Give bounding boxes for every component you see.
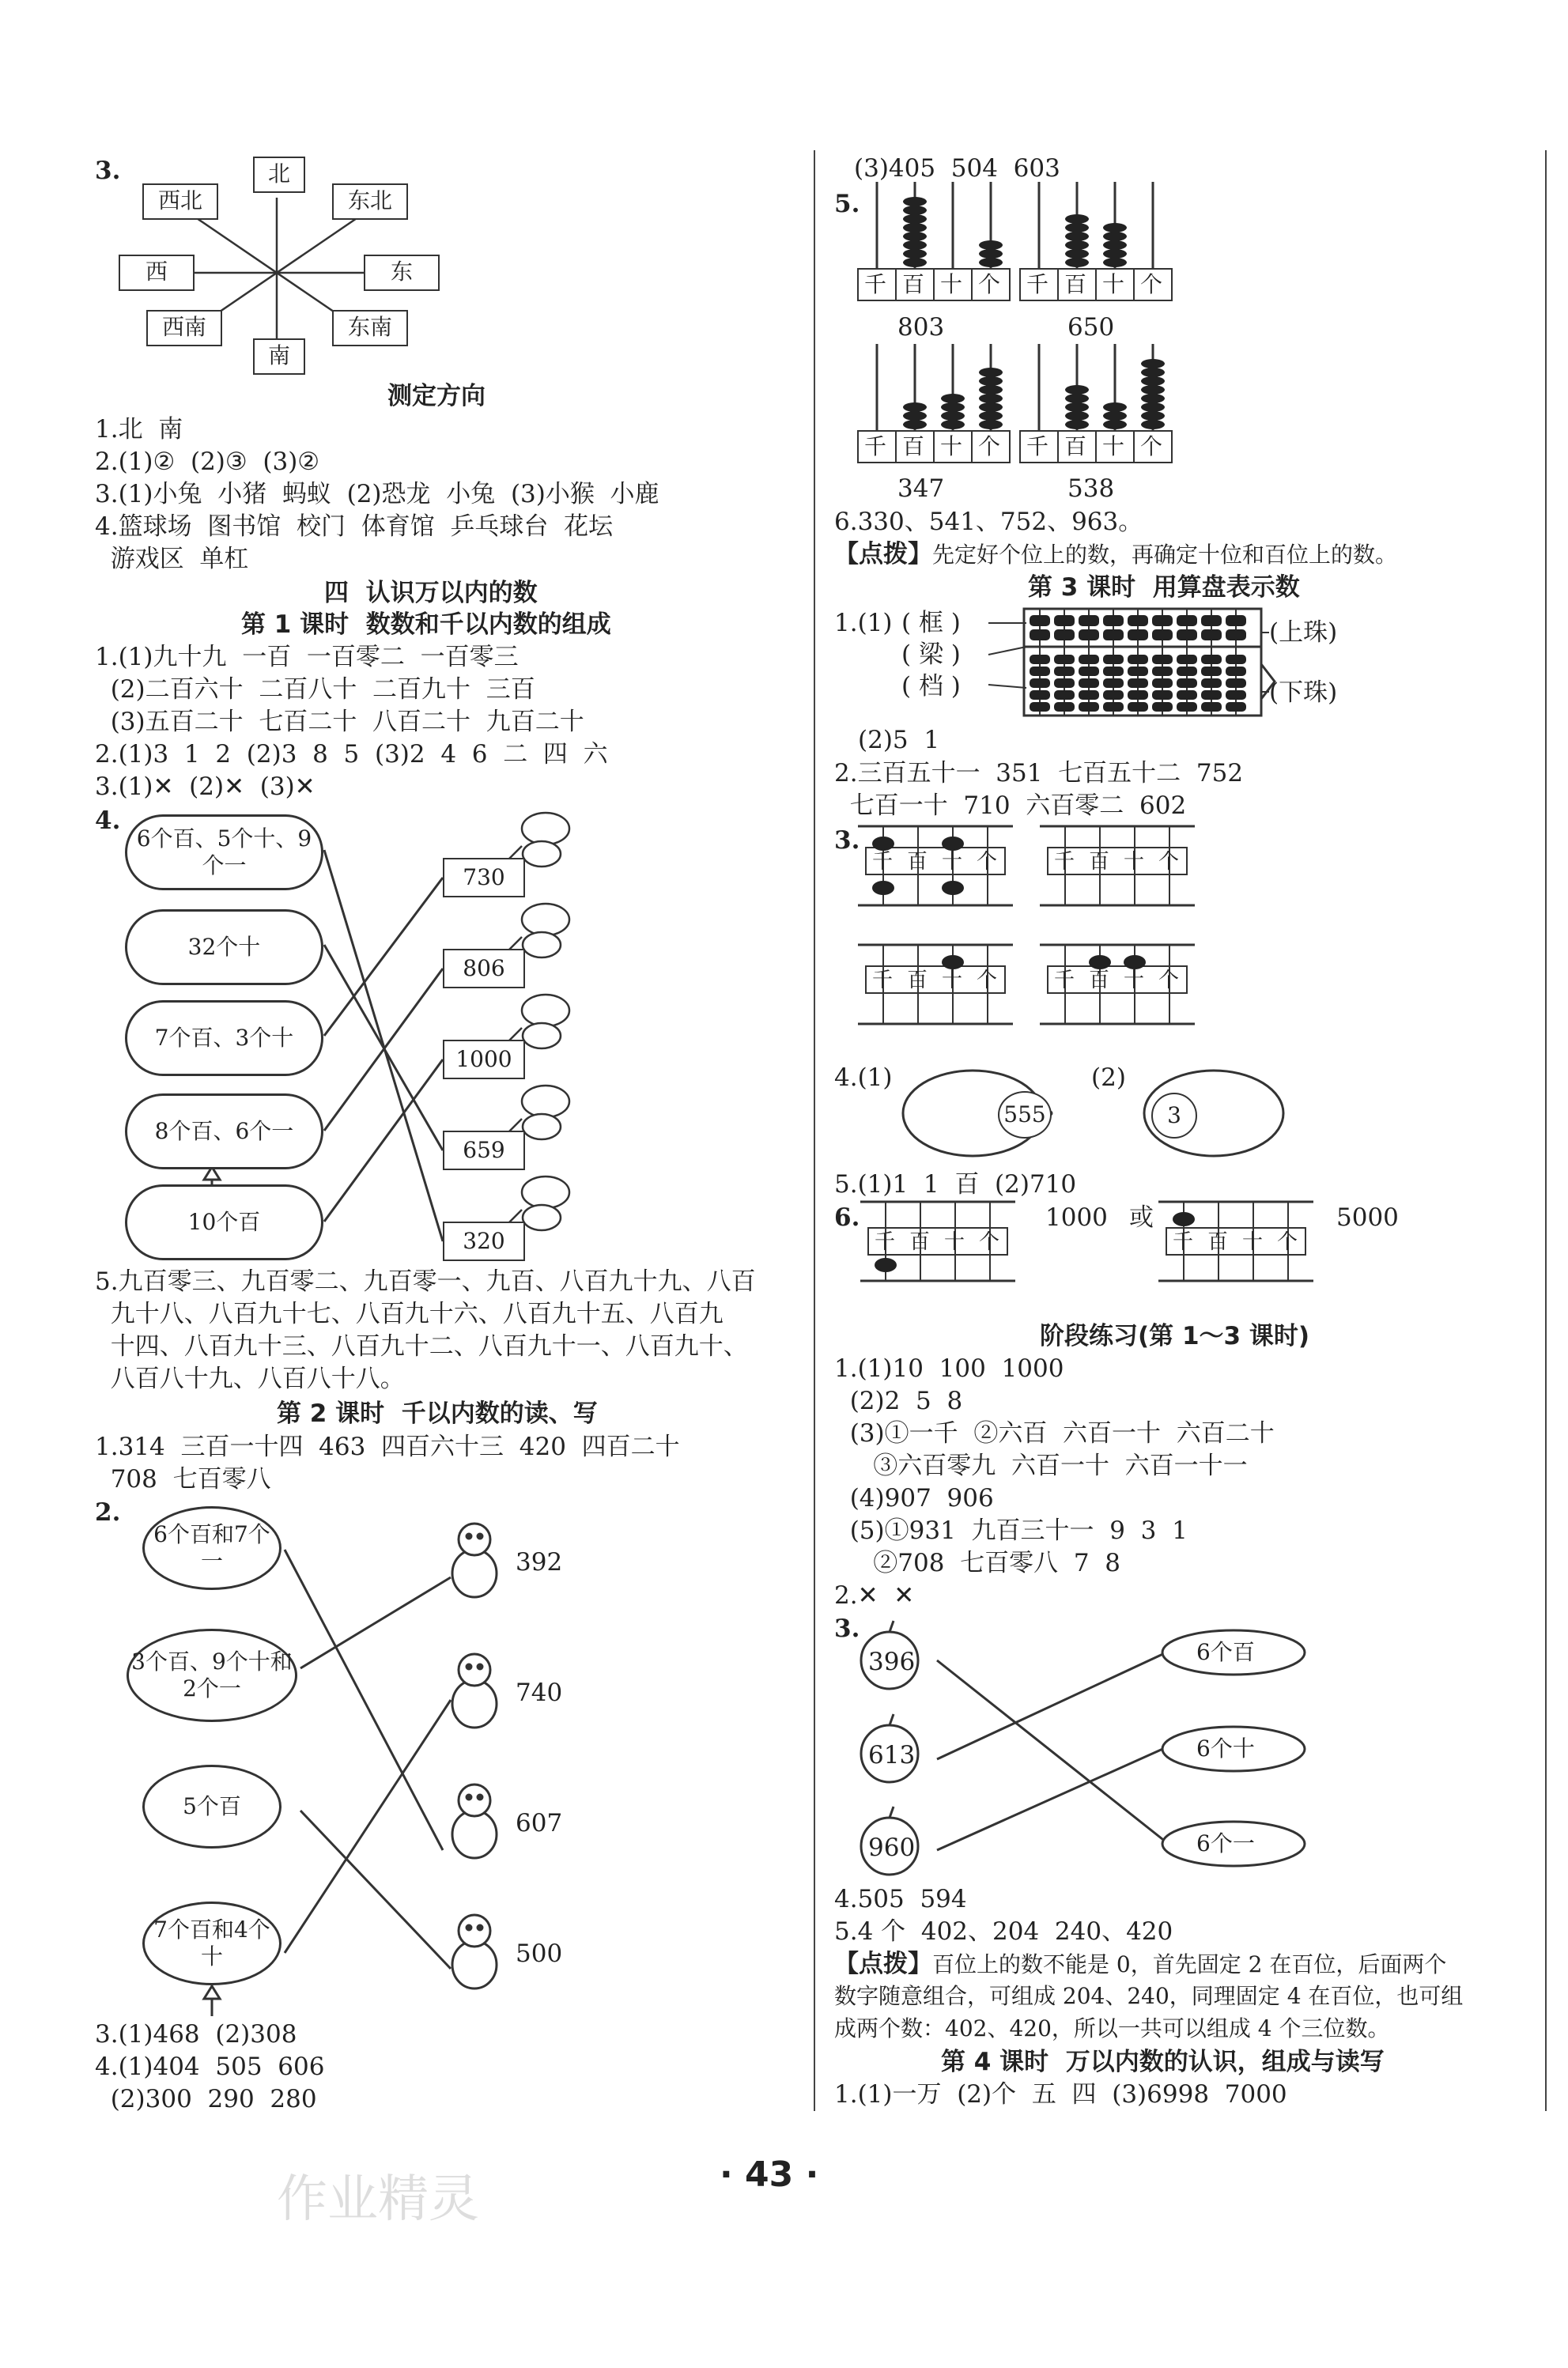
stage-2: 2.✕ ✕ bbox=[834, 1581, 915, 1610]
ellipse-1: 6个百和7个一 bbox=[142, 1506, 281, 1590]
abacus-bead bbox=[941, 411, 965, 421]
abacus-bead bbox=[1065, 223, 1089, 232]
abacus-bead bbox=[1065, 420, 1089, 429]
abacus-header-label: 十 bbox=[1102, 433, 1125, 459]
apple-num-2: 613 bbox=[868, 1741, 916, 1769]
abacus-bead bbox=[903, 411, 927, 421]
stage-1b: (2)2 5 8 bbox=[834, 1387, 963, 1415]
frame-header-label: 百 bbox=[1207, 1230, 1229, 1254]
unit-title: 四 认识万以内的数 bbox=[324, 579, 538, 607]
ellipse-2: 3个百、9个十和2个一 bbox=[127, 1629, 297, 1722]
frame-label-2: ( 梁 ) bbox=[901, 640, 961, 669]
frame-label-1: ( 框 ) bbox=[901, 609, 961, 637]
frame-header-label: 百 bbox=[909, 1230, 931, 1254]
suanpan-lower-bead bbox=[1030, 655, 1050, 664]
abacus-header-label: 个 bbox=[978, 433, 1001, 459]
frame-header-label: 千 bbox=[1054, 850, 1075, 874]
suanpan-lower-bead bbox=[1201, 678, 1222, 688]
l1-ans-5c: 十四、八百九十三、八百九十二、八百九十一、八百九十、 bbox=[95, 1332, 748, 1361]
stage-1c: (3)①一千 ②六百 六百一十 六百二十 bbox=[834, 1419, 1275, 1448]
abacus-bead bbox=[1103, 240, 1127, 250]
butterfly-num-4: 659 bbox=[443, 1131, 525, 1170]
abacus-bead bbox=[1065, 385, 1089, 395]
abacus-header-label: 十 bbox=[940, 433, 963, 459]
frame-header-label: 百 bbox=[907, 969, 928, 992]
suanpan-lower-bead bbox=[1226, 655, 1246, 664]
suanpan-lower-bead bbox=[1079, 667, 1099, 676]
suanpan-lower-bead bbox=[1201, 655, 1222, 664]
tip-2-tag: 【点拨】 bbox=[834, 1950, 932, 1978]
dir-southwest: 西南 bbox=[146, 310, 222, 346]
frame-header-label: 十 bbox=[1124, 969, 1145, 992]
match-lines-q4 bbox=[324, 850, 443, 1241]
abacus-bead bbox=[903, 223, 927, 232]
abacus-bead bbox=[1141, 376, 1165, 386]
abacus-bead bbox=[1065, 249, 1089, 259]
suanpan-lower-bead bbox=[1079, 655, 1099, 664]
abacus-num-1: 803 bbox=[897, 313, 945, 342]
frame-header-label: 千 bbox=[872, 850, 894, 874]
tip-2a-text: 百位上的数不能是 0，首先固定 2 在百位，后面两个 bbox=[932, 1951, 1447, 1977]
abacus-bead bbox=[1103, 223, 1127, 232]
suanpan-lower-bead bbox=[1103, 690, 1124, 700]
abacus-header-label: 千 bbox=[1026, 271, 1049, 297]
l2-ans-1b: 708 七百零八 bbox=[95, 1465, 271, 1494]
frame-header-label: 十 bbox=[942, 850, 963, 874]
dir-west: 西 bbox=[119, 255, 195, 291]
page-number-value: 43 bbox=[745, 2155, 794, 2195]
cloud-5: 10个百 bbox=[125, 1184, 323, 1260]
suanpan-lower-bead bbox=[1177, 667, 1197, 676]
cloud-3: 7个百、3个十 bbox=[125, 1000, 323, 1076]
r3-ans-4b: (2) bbox=[1091, 1063, 1126, 1092]
abacus-bead bbox=[903, 232, 927, 241]
abacus-header-label: 百 bbox=[1064, 271, 1087, 297]
frame-bead bbox=[875, 1258, 897, 1272]
butterfly-num-2: 806 bbox=[443, 949, 525, 988]
apple-num-1: 396 bbox=[868, 1648, 916, 1676]
plate-label-3: 6个一 bbox=[1196, 1830, 1255, 1856]
turtle-icons bbox=[452, 1524, 497, 1988]
frame-header-label: 十 bbox=[1242, 1230, 1264, 1254]
abacus-header-label: 个 bbox=[1140, 433, 1163, 459]
apple-num-3: 960 bbox=[868, 1834, 916, 1862]
r3-q3-label: 3. bbox=[834, 826, 860, 855]
suanpan-upper-bead bbox=[1226, 615, 1246, 626]
suanpan-upper-bead bbox=[1177, 629, 1197, 640]
stage-1g: ②708 七百零八 7 8 bbox=[834, 1549, 1121, 1577]
l2-ans-4b: (2)300 290 280 bbox=[95, 2085, 317, 2113]
dir-east: 东 bbox=[364, 255, 440, 291]
abacus-bead bbox=[903, 197, 927, 206]
suanpan-upper-bead bbox=[1152, 629, 1173, 640]
tip-1-tag: 【点拨】 bbox=[834, 540, 932, 568]
abacus-bead bbox=[1065, 402, 1089, 412]
suanpan-lower-bead bbox=[1030, 667, 1050, 676]
abacus-header-label: 个 bbox=[1140, 271, 1163, 297]
suanpan-lower-bead bbox=[1152, 655, 1173, 664]
abacus-bead bbox=[1141, 402, 1165, 412]
abacus-bead bbox=[1103, 249, 1127, 259]
tip-1-text: 先定好个位上的数，再确定十位和百位上的数。 bbox=[932, 542, 1398, 568]
abacus-bead bbox=[979, 385, 1003, 395]
plate-label-2: 6个十 bbox=[1196, 1735, 1255, 1762]
abacus-header-label: 个 bbox=[978, 271, 1001, 297]
suanpan-upper-bead bbox=[1152, 615, 1173, 626]
suanpan-lower-bead bbox=[1103, 667, 1124, 676]
frame-header-label: 个 bbox=[979, 1230, 1000, 1254]
watermark: 作业精灵 bbox=[277, 2170, 479, 2229]
abacus-bead bbox=[1065, 240, 1089, 250]
suanpan-lower-bead bbox=[1103, 702, 1124, 712]
bead-label-upper: (上珠) bbox=[1269, 618, 1338, 647]
dir-north: 北 bbox=[253, 157, 305, 193]
abacus-bead bbox=[1141, 411, 1165, 421]
stage-1a: 1.(1)10 100 1000 bbox=[834, 1354, 1064, 1383]
suanpan-lower-bead bbox=[1177, 702, 1197, 712]
dir-answer-1: 1.北 南 bbox=[95, 415, 183, 444]
suanpan-lower-bead bbox=[1054, 690, 1075, 700]
suanpan-upper-bead bbox=[1079, 615, 1099, 626]
cloud-4: 8个百、6个一 bbox=[125, 1093, 323, 1169]
abacus-header-label: 百 bbox=[1064, 433, 1087, 459]
r3-ans-4: 4.(1) bbox=[834, 1063, 893, 1092]
abacus-num-4: 538 bbox=[1067, 474, 1115, 503]
abacus-bead bbox=[903, 420, 927, 429]
stage-3-label: 3. bbox=[834, 1615, 860, 1643]
lesson1-title: 第 1 课时 数数和千以内数的组成 bbox=[241, 610, 611, 639]
r3-ans-5: 5.(1)1 1 百 (2)710 bbox=[834, 1170, 1077, 1199]
abacus-header-label: 十 bbox=[1102, 271, 1125, 297]
frame-header-label: 十 bbox=[944, 1230, 965, 1254]
suanpan-upper-bead bbox=[1079, 629, 1099, 640]
tip-2c: 成两个数：402、420，所以一共可以组成 4 个三位数。 bbox=[834, 2015, 1390, 2041]
frame-header-label: 千 bbox=[872, 969, 894, 992]
r-ans-6: 6.330、541、752、963。 bbox=[834, 508, 1143, 536]
suanpan-lower-bead bbox=[1030, 678, 1050, 688]
abacus-bead bbox=[1141, 420, 1165, 429]
lesson3-title: 第 3 课时 用算盘表示数 bbox=[1028, 573, 1300, 602]
abacus-header-label: 千 bbox=[864, 433, 887, 459]
r3-ans-1b: (2)5 1 bbox=[858, 726, 940, 754]
page-number: · 43 · bbox=[720, 2155, 819, 2195]
abacus-bead bbox=[1103, 411, 1127, 421]
frame-header-label: 十 bbox=[942, 969, 963, 992]
abacus-bead bbox=[941, 420, 965, 429]
r3-ans-2a: 2.三百五十一 351 七百五十二 752 bbox=[834, 759, 1244, 787]
suanpan-upper-bead bbox=[1054, 615, 1075, 626]
suanpan-upper-bead bbox=[1030, 629, 1050, 640]
suanpan-upper-bead bbox=[1054, 629, 1075, 640]
abacus-bead bbox=[1141, 359, 1165, 368]
frame-header-label: 个 bbox=[1158, 850, 1180, 874]
bubble-555: 555 bbox=[998, 1091, 1052, 1139]
dir-northeast: 东北 bbox=[332, 183, 408, 220]
abacus-bead bbox=[1065, 394, 1089, 403]
suanpan-lower-bead bbox=[1226, 702, 1246, 712]
turtle-num-3: 607 bbox=[516, 1809, 563, 1837]
abacus-bead bbox=[903, 249, 927, 259]
l2-ans-1a: 1.314 三百一十四 463 四百六十三 420 四百二十 bbox=[95, 1433, 680, 1461]
q2-label: 2. bbox=[95, 1498, 121, 1527]
suanpan-upper-bead bbox=[1201, 629, 1222, 640]
abacus-header-label: 千 bbox=[1026, 433, 1049, 459]
match-lines-q2 bbox=[285, 1550, 451, 1969]
butterfly-num-3: 1000 bbox=[443, 1040, 525, 1079]
suanpan-upper-bead bbox=[1201, 615, 1222, 626]
abacus-bead bbox=[1065, 214, 1089, 224]
ellipse-3: 5个百 bbox=[142, 1765, 281, 1849]
suanpan-lower-bead bbox=[1152, 667, 1173, 676]
suanpan-lower-bead bbox=[1152, 678, 1173, 688]
frame-header-label: 个 bbox=[977, 969, 998, 992]
frame-header-label: 百 bbox=[1089, 969, 1110, 992]
stage-1e: (4)907 906 bbox=[834, 1484, 994, 1513]
suanpan-lower-bead bbox=[1128, 655, 1148, 664]
l1-ans-3: 3.(1)✕ (2)✕ (3)✕ bbox=[95, 772, 315, 801]
suanpan-upper-bead bbox=[1177, 615, 1197, 626]
abacus-bead bbox=[903, 240, 927, 250]
abacus-bead bbox=[979, 240, 1003, 250]
abacus-header-label: 千 bbox=[864, 271, 887, 297]
q5-label: 5. bbox=[834, 190, 860, 218]
abacus-bead bbox=[979, 394, 1003, 403]
suanpan-lower-bead bbox=[1103, 678, 1124, 688]
r3-6-or: 或 bbox=[1129, 1203, 1154, 1232]
suanpan-lower-bead bbox=[1152, 702, 1173, 712]
suanpan-lower-bead bbox=[1177, 678, 1197, 688]
suanpan-lower-bead bbox=[1030, 690, 1050, 700]
abacus-bead bbox=[1065, 411, 1089, 421]
ellipse-4: 7个百和4个十 bbox=[142, 1902, 281, 1985]
abacus-bead bbox=[941, 402, 965, 412]
suanpan-lower-bead bbox=[1177, 690, 1197, 700]
stage-1f: (5)①931 九百三十一 9 3 1 bbox=[834, 1516, 1188, 1545]
stage-4: 4.505 594 bbox=[834, 1885, 967, 1913]
suanpan-lower-bead bbox=[1226, 690, 1246, 700]
frame-bead bbox=[1173, 1212, 1195, 1226]
l1-ans-5d: 八百八十九、八百八十八。 bbox=[95, 1365, 405, 1393]
r3-ans-2b: 七百一十 710 六百零二 602 bbox=[834, 791, 1187, 820]
frame-header-label: 千 bbox=[1054, 969, 1075, 992]
tip-1 bbox=[834, 540, 1397, 569]
dir-answer-4b: 游戏区 单杠 bbox=[95, 545, 249, 573]
l2-ans-3: 3.(1)468 (2)308 bbox=[95, 2020, 297, 2049]
tip-2a bbox=[834, 1950, 1446, 1979]
frame-header-label: 个 bbox=[1158, 969, 1180, 992]
abacus-bead bbox=[1103, 402, 1127, 412]
section-title-direction: 测定方向 bbox=[387, 382, 486, 410]
turtle-num-1: 392 bbox=[516, 1548, 563, 1577]
suanpan-lower-bead bbox=[1201, 667, 1222, 676]
turtle-num-4: 500 bbox=[516, 1939, 563, 1968]
r3-q6-label: 6. bbox=[834, 1203, 860, 1232]
l2-ans-4a: 4.(1)404 505 606 bbox=[95, 2053, 325, 2081]
suanpan-lower-bead bbox=[1079, 690, 1099, 700]
suanpan-lower-bead bbox=[1152, 690, 1173, 700]
suanpan-lower-bead bbox=[1054, 655, 1075, 664]
suanpan-lower-bead bbox=[1128, 690, 1148, 700]
frame-header-label: 千 bbox=[1173, 1230, 1194, 1254]
lesson2-title: 第 2 课时 千以内数的读、写 bbox=[277, 1399, 598, 1428]
abacus-num-2: 650 bbox=[1067, 313, 1115, 342]
abacus-bead bbox=[979, 411, 1003, 421]
suanpan-lower-bead bbox=[1226, 678, 1246, 688]
suanpan-upper-bead bbox=[1128, 615, 1148, 626]
suanpan-lower-bead bbox=[1177, 655, 1197, 664]
plate-label-1: 6个百 bbox=[1196, 1639, 1255, 1665]
abacus-bead bbox=[903, 214, 927, 224]
frame-header-label: 百 bbox=[1089, 850, 1110, 874]
dir-answer-3: 3.(1)小兔 小猪 蚂蚁 (2)恐龙 小兔 (3)小猴 小鹿 bbox=[95, 480, 659, 508]
l1-ans-2: 2.(1)3 1 2 (2)3 8 5 (3)2 4 6 二 四 六 bbox=[95, 740, 608, 769]
abacus-bead bbox=[903, 402, 927, 412]
r4-ans-1: 1.(1)一万 (2)个 五 四 (3)6998 7000 bbox=[834, 2080, 1287, 2109]
frame-bead bbox=[872, 881, 894, 895]
suanpan-lower-bead bbox=[1226, 667, 1246, 676]
suanpan-lower-bead bbox=[1079, 702, 1099, 712]
abacus-bead bbox=[1103, 258, 1127, 267]
r3-6-b: 5000 bbox=[1336, 1203, 1399, 1232]
l1-ans-5b: 九十八、八百九十七、八百九十六、八百九十五、八百九 bbox=[95, 1300, 724, 1328]
suanpan-lower-bead bbox=[1079, 678, 1099, 688]
abacus-header-label: 百 bbox=[902, 433, 925, 459]
stage-title: 阶段练习(第 1～3 课时) bbox=[1040, 1322, 1310, 1350]
frame-header-label: 百 bbox=[907, 850, 928, 874]
abacus-bead bbox=[979, 420, 1003, 429]
q3-label: 3. bbox=[95, 157, 121, 185]
turtle-num-2: 740 bbox=[516, 1679, 563, 1707]
frame-label-3: ( 档 ) bbox=[901, 672, 961, 701]
abacus-header-label: 十 bbox=[940, 271, 963, 297]
butterfly-num-5: 320 bbox=[443, 1222, 525, 1261]
abacus-bead bbox=[941, 394, 965, 403]
frame-header-label: 十 bbox=[1124, 850, 1145, 874]
cloud-2: 32个十 bbox=[125, 909, 323, 985]
suanpan-lower-bead bbox=[1201, 690, 1222, 700]
suanpan-upper-bead bbox=[1103, 629, 1124, 640]
lesson4-title: 第 4 课时 万以内数的认识，组成与读写 bbox=[941, 2048, 1385, 2076]
abacus-bead bbox=[1065, 258, 1089, 267]
abacus-bead bbox=[1141, 368, 1165, 377]
frame-bead bbox=[942, 881, 964, 895]
frame-header-label: 个 bbox=[977, 850, 998, 874]
abacus-bead bbox=[979, 258, 1003, 267]
dir-answer-4a: 4.篮球场 图书馆 校门 体育馆 乒乓球台 花坛 bbox=[95, 512, 614, 541]
l1-ans-1a: 1.(1)九十九 一百 一百零二 一百零三 bbox=[95, 643, 519, 671]
dir-northwest: 西北 bbox=[142, 183, 218, 220]
bead-label-lower: (下珠) bbox=[1269, 678, 1338, 707]
q4-label: 4. bbox=[95, 806, 121, 835]
l1-ans-1c: (3)五百二十 七百二十 八百二十 九百二十 bbox=[95, 708, 584, 736]
suanpan-lower-bead bbox=[1128, 667, 1148, 676]
abacus-header-label: 百 bbox=[902, 271, 925, 297]
abacus-bead bbox=[1103, 420, 1127, 429]
l1-ans-5a: 5.九百零三、九百零二、九百零一、九百、八百九十九、八百 bbox=[95, 1267, 756, 1296]
l1-ans-1b: (2)二百六十 二百八十 二百九十 三百 bbox=[95, 675, 535, 704]
abacus-bead bbox=[1103, 232, 1127, 241]
stage-5: 5.4 个 402、204 240、420 bbox=[834, 1917, 1173, 1946]
suanpan-lower-bead bbox=[1128, 678, 1148, 688]
stage-1d: ③六百零九 六百一十 六百一十一 bbox=[834, 1452, 1248, 1480]
suanpan-lower-bead bbox=[1054, 678, 1075, 688]
frame-header-label: 千 bbox=[875, 1230, 896, 1254]
suanpan-upper-bead bbox=[1128, 629, 1148, 640]
r3-6-a: 1000 bbox=[1045, 1203, 1108, 1232]
suanpan-lower-bead bbox=[1054, 702, 1075, 712]
abacus-bead bbox=[903, 206, 927, 215]
suanpan-lower-bead bbox=[1201, 702, 1222, 712]
suanpan-upper-bead bbox=[1103, 615, 1124, 626]
suanpan-beads bbox=[1030, 609, 1246, 716]
abacus-bead bbox=[979, 376, 1003, 386]
bubble-3: 3 bbox=[1151, 1093, 1197, 1139]
r-ans-3: (3)405 504 603 bbox=[854, 154, 1060, 183]
suanpan-lower-bead bbox=[1103, 655, 1124, 664]
abacus-bead bbox=[979, 249, 1003, 259]
match-lines-stage bbox=[937, 1652, 1166, 1850]
abacus-bead bbox=[1141, 385, 1165, 395]
suanpan-upper-bead bbox=[1226, 629, 1246, 640]
abacus-bead bbox=[903, 258, 927, 267]
dir-south: 南 bbox=[253, 338, 305, 375]
suanpan-lower-bead bbox=[1054, 667, 1075, 676]
abacus-bead bbox=[1065, 232, 1089, 241]
suanpan-lower-bead bbox=[1030, 702, 1050, 712]
frame-header-label: 个 bbox=[1277, 1230, 1298, 1254]
cloud-1: 6个百、5个十、9个一 bbox=[125, 814, 323, 890]
butterfly-num-1: 730 bbox=[443, 858, 525, 897]
abacus-bead bbox=[1141, 394, 1165, 403]
suanpan-upper-bead bbox=[1030, 615, 1050, 626]
suanpan-lower-bead bbox=[1128, 702, 1148, 712]
dir-answer-2: 2.(1)② (2)③ (3)② bbox=[95, 448, 320, 476]
abacus-bead bbox=[979, 368, 1003, 377]
dir-southeast: 东南 bbox=[332, 310, 408, 346]
r3-ans-1: 1.(1) bbox=[834, 609, 893, 637]
abacus-num-3: 347 bbox=[897, 474, 945, 503]
abacus-bead bbox=[979, 402, 1003, 412]
tip-2b: 数字随意组合，可组成 204、240，同理固定 4 在百位，也可组 bbox=[834, 1983, 1464, 2009]
